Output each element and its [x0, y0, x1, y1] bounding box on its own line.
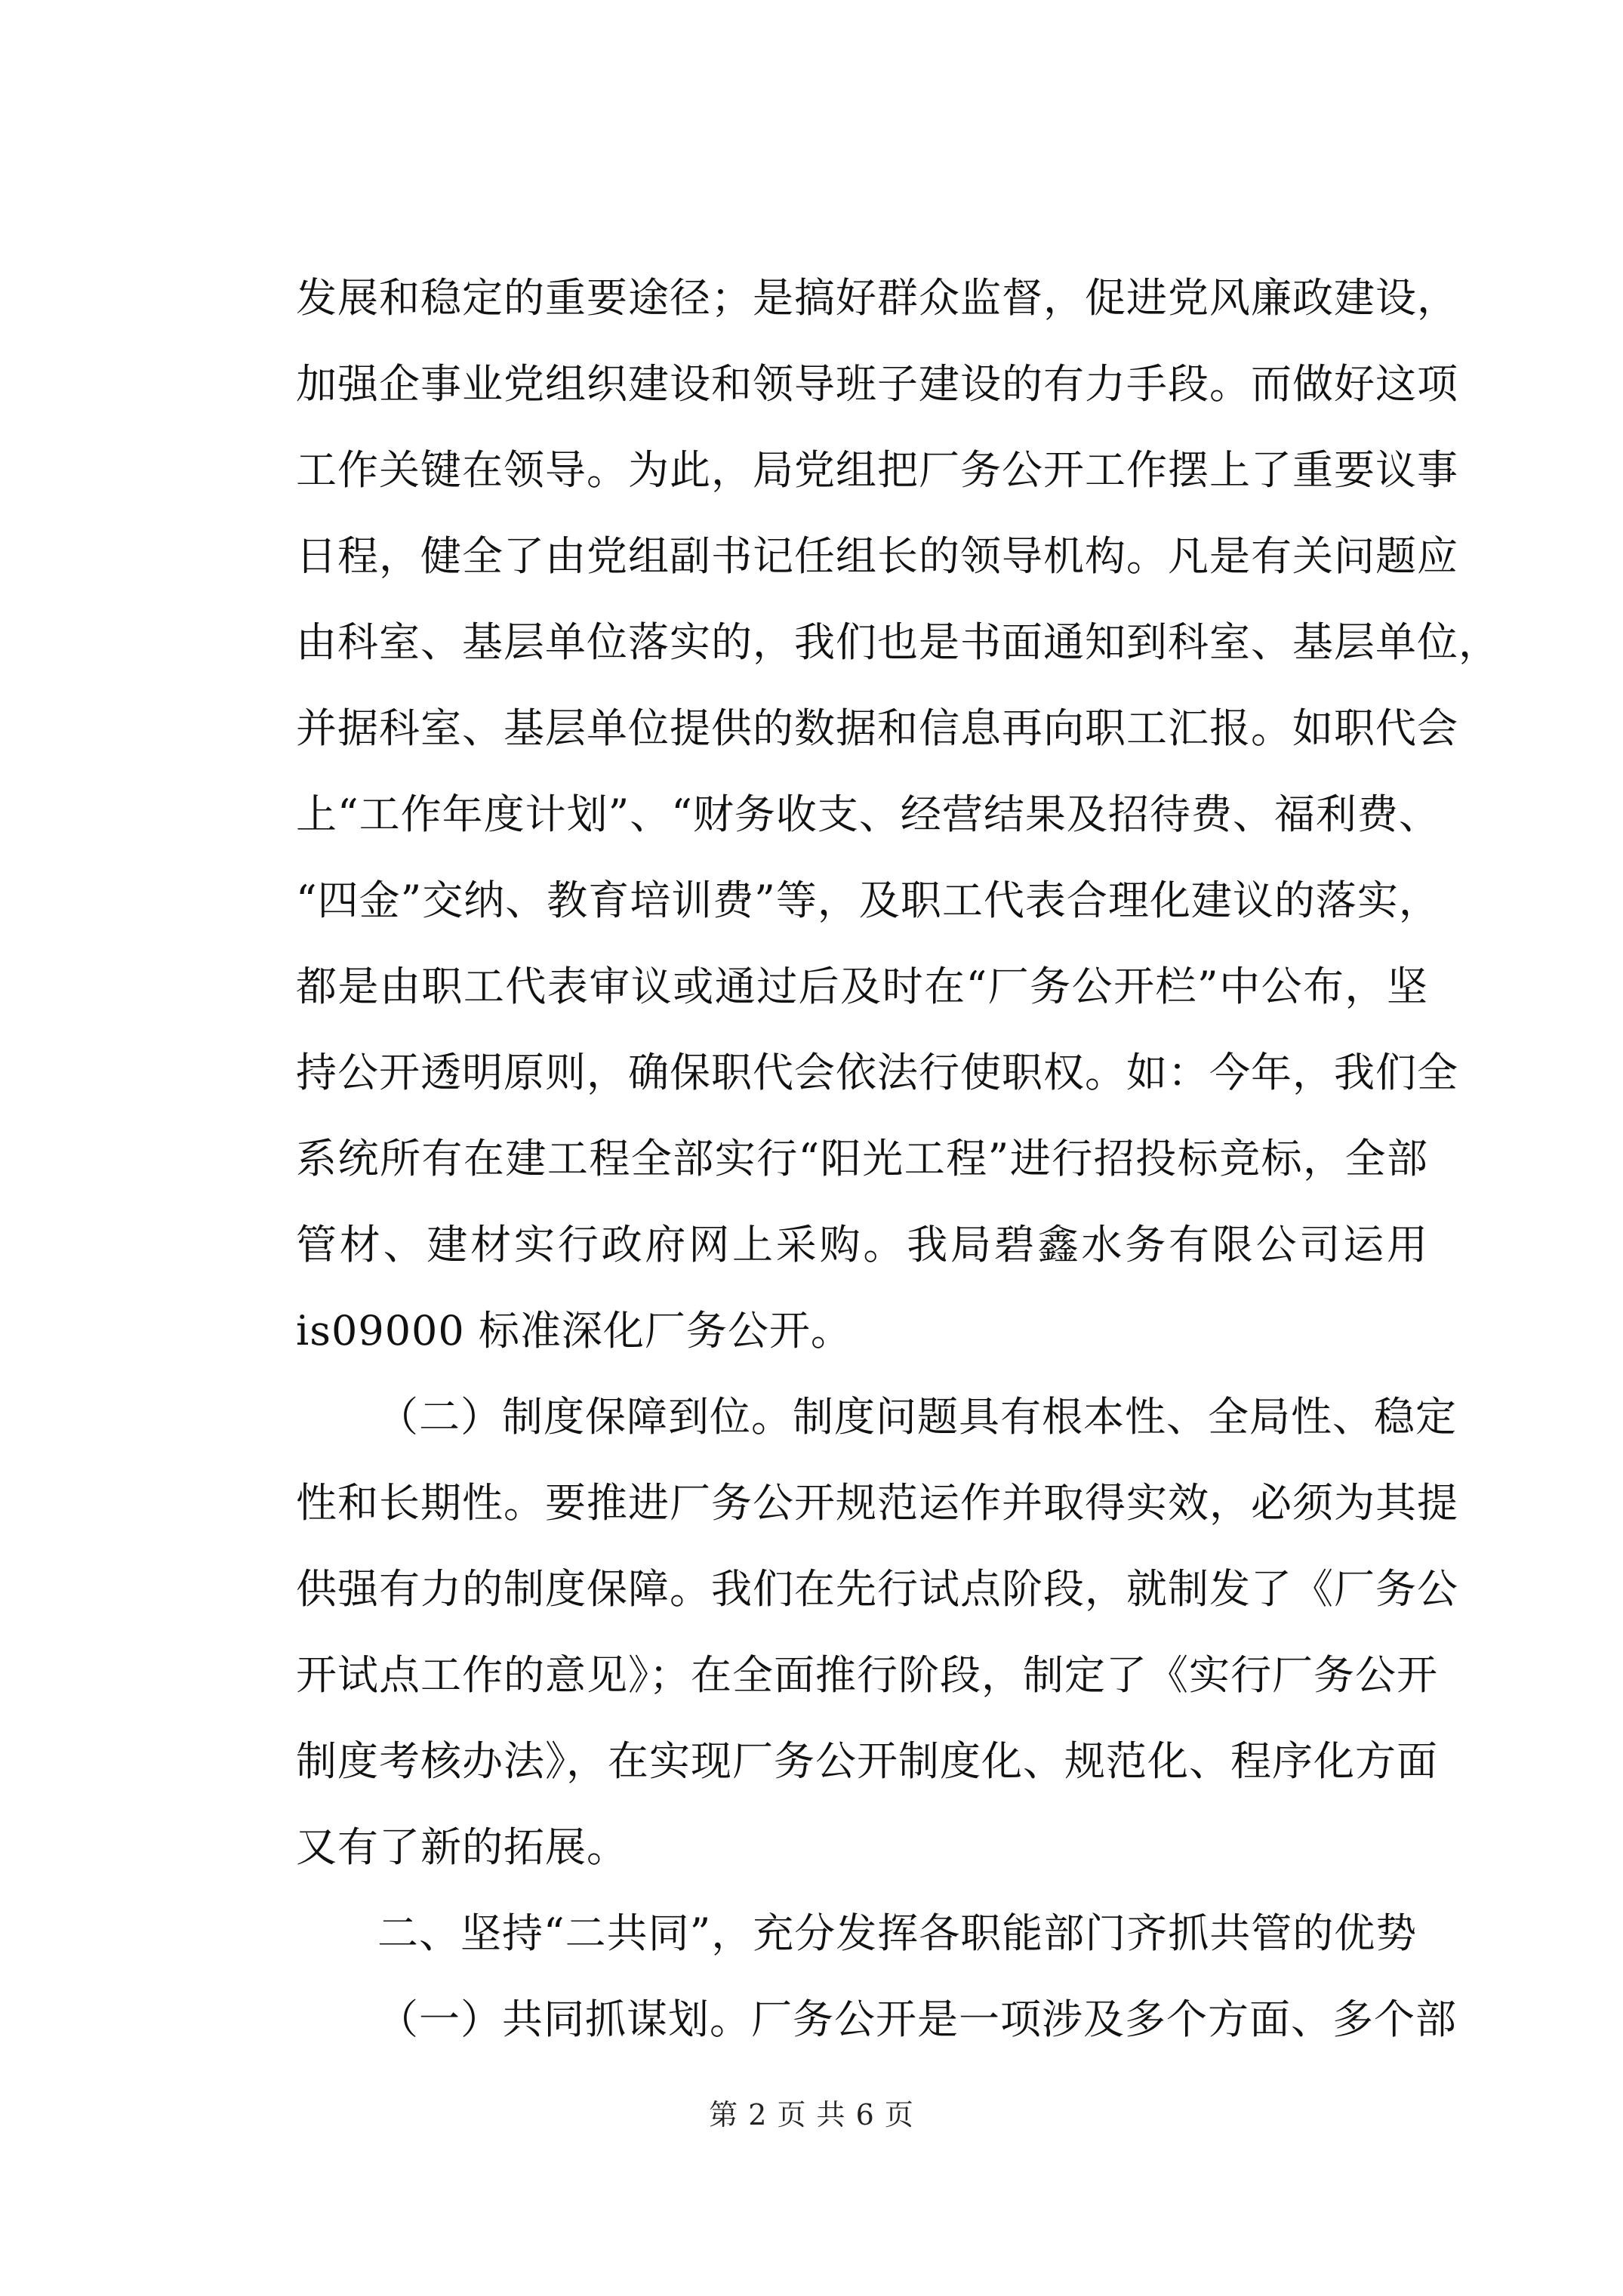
text-line: 开试点工作的意见》；在全面推行阶段，制定了《实行厂务公开 [296, 1651, 1438, 1699]
document-body [296, 255, 1500, 2063]
text-line: （二）制度保障到位。制度问题具有根本性、全局性、稳定 [377, 1393, 1457, 1441]
page-number-footer: 第 2 页 共 6 页 [709, 2098, 914, 2131]
text-line: 加强企事业党组织建设和领导班子建设的有力手段。而做好这项 [296, 360, 1458, 408]
text-line: 系统所有在建工程全部实行“阳光工程”进行招投标竞标，全部 [296, 1135, 1428, 1182]
text-line: 又有了新的拓展。 [296, 1823, 628, 1871]
section-heading: 二、坚持“二共同”，充分发挥各职能部门齐抓共管的优势 [377, 1909, 1418, 1957]
text-line: 供强有力的制度保障。我们在先行试点阶段，就制发了《厂务公 [296, 1565, 1458, 1613]
text-line: 日程，健全了由党组副书记任组长的领导机构。凡是有关问题应 [296, 532, 1458, 580]
text-line: 性和长期性。要推进厂务公开规范运作并取得实效，必须为其提 [296, 1479, 1458, 1527]
text-line: “四金”交纳、教育培训费”等，及职工代表合理化建议的落实， [296, 877, 1440, 924]
text-line: 工作关键在领导。为此，局党组把厂务公开工作摆上了重要议事 [296, 446, 1458, 494]
text-line: 由科室、基层单位落实的，我们也是书面通知到科室、基层单位， [296, 618, 1500, 666]
text-line: （一）共同抓谋划。厂务公开是一项涉及多个方面、多个部 [377, 1996, 1457, 2043]
text-line: 上“工作年度计划”、“财务收支、经营结果及招待费、福利费、 [296, 791, 1440, 838]
text-line: 都是由职工代表审议或通过后及时在“厂务公开栏”中公布，坚 [296, 963, 1428, 1010]
text-line: 发展和稳定的重要途径；是搞好群众监督，促进党风廉政建设， [296, 274, 1458, 322]
text-line: 并据科室、基层单位提供的数据和信息再向职工汇报。如职代会 [296, 704, 1458, 752]
text-line: 管材、建材实行政府网上采购。我局碧鑫水务有限公司运用 [296, 1221, 1428, 1268]
text-line: 制度考核办法》，在实现厂务公开制度化、规范化、程序化方面 [296, 1737, 1438, 1785]
text-line: is09000 标准深化厂务公开。 [296, 1307, 852, 1354]
text-line: 持公开透明原则，确保职代会依法行使职权。如：今年，我们全 [296, 1049, 1458, 1096]
